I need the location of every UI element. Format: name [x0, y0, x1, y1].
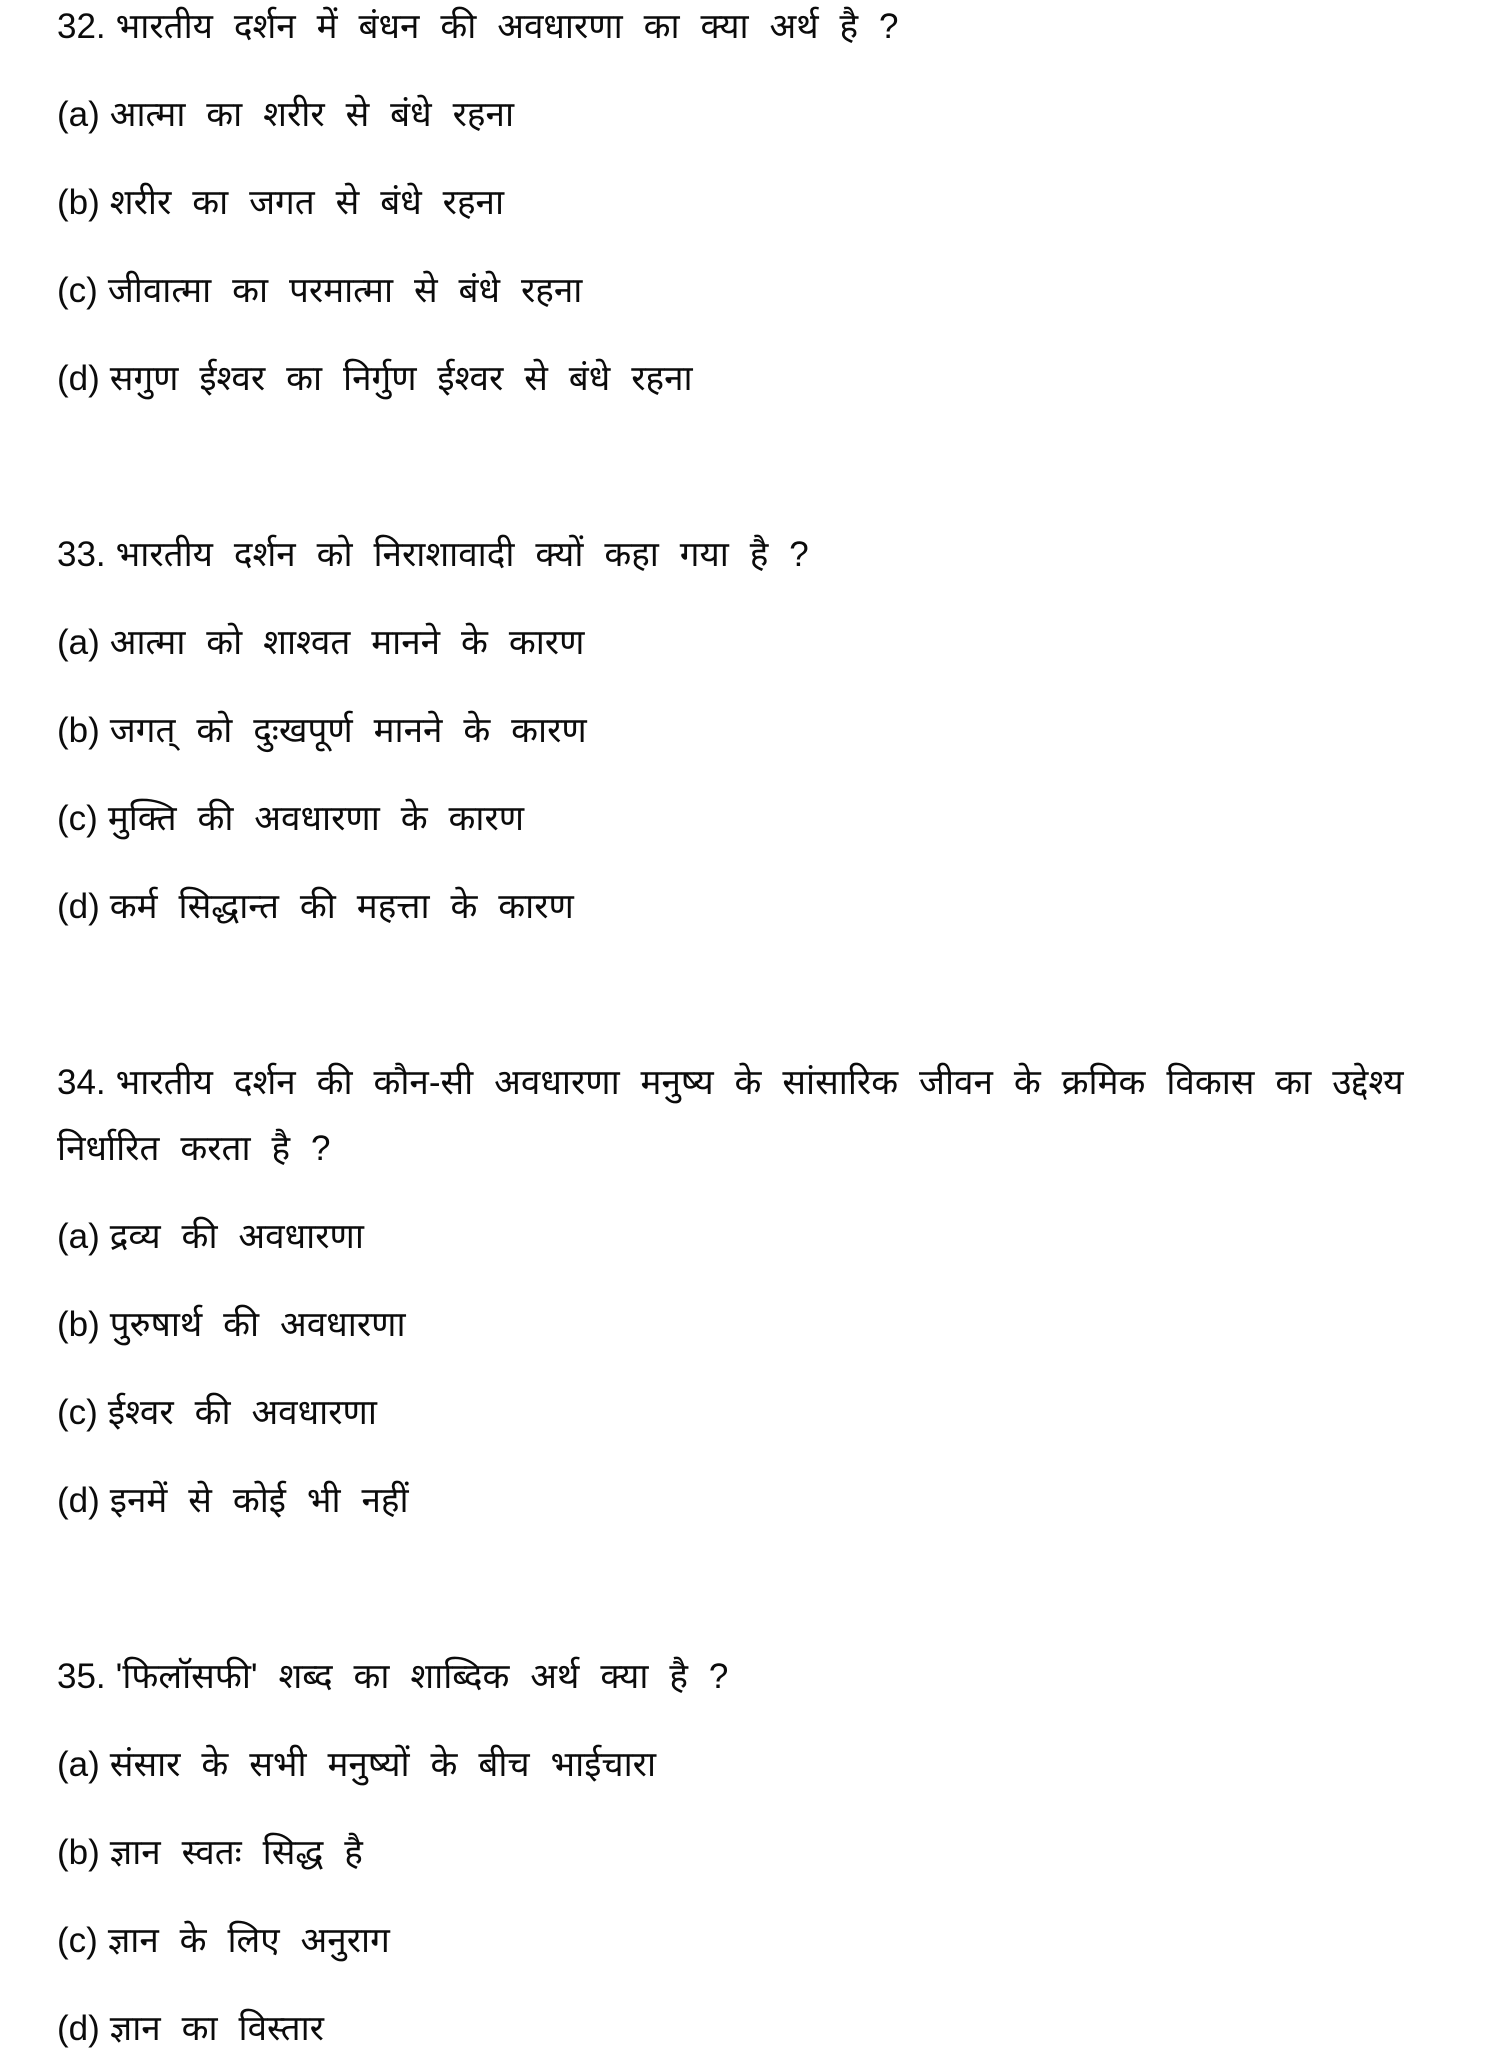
option-text: संसार के सभी मनुष्यों के बीच भाईचारा	[109, 1745, 657, 1784]
option-line	[57, 1820, 1435, 1886]
option-label: (c)	[57, 1921, 98, 1960]
question-block-34	[57, 1050, 1435, 1534]
question-title	[57, 1644, 1435, 1710]
option-label: (a)	[57, 623, 100, 662]
option-text: आत्मा का शरीर से बंधे रहना	[109, 95, 515, 134]
option-label: (d)	[57, 1481, 100, 1520]
question-title	[57, 522, 1435, 588]
question-block-32	[57, 0, 1435, 412]
option-label: (b)	[57, 711, 100, 750]
question-block-33	[57, 522, 1435, 940]
option-line	[57, 82, 1435, 148]
option-text: ज्ञान का विस्तार	[109, 2009, 324, 2048]
option-line	[57, 1908, 1435, 1974]
question-text: भारतीय दर्शन को निराशावादी क्यों कहा गया है ?	[115, 535, 809, 574]
option-label: (c)	[57, 1393, 98, 1432]
option-text: मुक्ति की अवधारणा के कारण	[107, 799, 525, 838]
option-label: (b)	[57, 1833, 100, 1872]
question-text: भारतीय दर्शन की कौन-सी अवधारणा मनुष्य के सांसारिक जीवन के क्रमिक विकास का उद्देश्य निर्धारित करता है ?	[57, 1063, 1404, 1168]
option-line	[57, 170, 1435, 236]
question-text: भारतीय दर्शन में बंधन की अवधारणा का क्या अर्थ है ?	[115, 7, 899, 46]
option-label: (d)	[57, 2009, 100, 2048]
option-text: इनमें से कोई भी नहीं	[109, 1481, 409, 1520]
option-line	[57, 1292, 1435, 1358]
option-line	[57, 1204, 1435, 1270]
option-line	[57, 786, 1435, 852]
option-label: (a)	[57, 95, 100, 134]
option-text: जीवात्मा का परमात्मा से बंधे रहना	[107, 271, 583, 310]
question-title	[57, 1050, 1435, 1182]
question-number: 35.	[57, 1657, 106, 1696]
option-line	[57, 1380, 1435, 1446]
question-text: 'फिलॉसफी' शब्द का शाब्दिक अर्थ क्या है ?	[115, 1657, 729, 1696]
option-label: (a)	[57, 1217, 100, 1256]
option-text: कर्म सिद्धान्त की महत्ता के कारण	[109, 887, 574, 926]
option-label: (c)	[57, 799, 98, 838]
option-label: (a)	[57, 1745, 100, 1784]
option-line	[57, 610, 1435, 676]
option-text: ज्ञान स्वतः सिद्ध है	[109, 1833, 363, 1872]
option-text: सगुण ईश्वर का निर्गुण ईश्वर से बंधे रहना	[109, 359, 693, 398]
option-line	[57, 258, 1435, 324]
option-line	[57, 1732, 1435, 1798]
option-label: (c)	[57, 271, 98, 310]
option-line	[57, 698, 1435, 764]
option-text: पुरुषार्थ की अवधारणा	[109, 1305, 406, 1344]
question-number: 33.	[57, 535, 106, 574]
option-text: आत्मा को शाश्वत मानने के कारण	[109, 623, 585, 662]
option-text: ईश्वर की अवधारणा	[107, 1393, 377, 1432]
option-line	[57, 1468, 1435, 1534]
option-line	[57, 346, 1435, 412]
question-block-35	[57, 1644, 1435, 2062]
option-label: (d)	[57, 359, 100, 398]
question-number: 32.	[57, 7, 106, 46]
option-line	[57, 1996, 1435, 2062]
option-text: शरीर का जगत से बंधे रहना	[109, 183, 505, 222]
option-label: (b)	[57, 183, 100, 222]
option-text: जगत् को दुःखपूर्ण मानने के कारण	[109, 711, 587, 750]
option-text: ज्ञान के लिए अनुराग	[107, 1921, 390, 1960]
option-line	[57, 874, 1435, 940]
option-label: (b)	[57, 1305, 100, 1344]
option-text: द्रव्य की अवधारणा	[109, 1217, 364, 1256]
option-label: (d)	[57, 887, 100, 926]
question-title	[57, 0, 1435, 60]
question-number: 34.	[57, 1063, 106, 1102]
